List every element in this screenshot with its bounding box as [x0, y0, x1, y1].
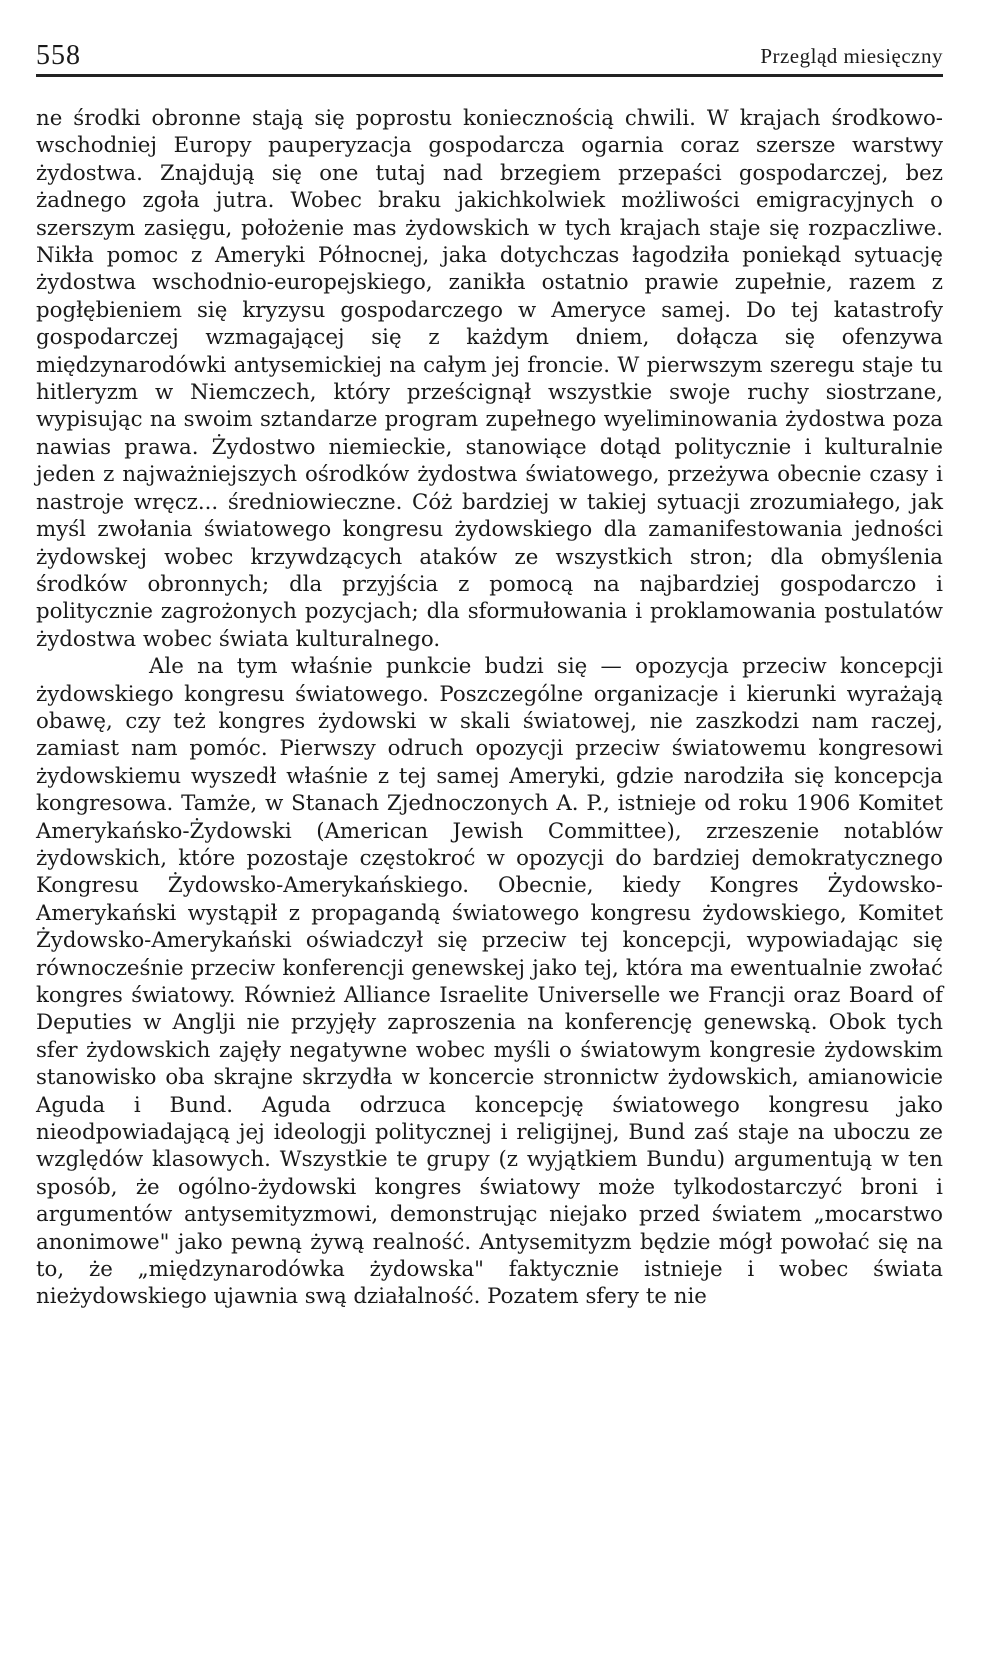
page-header: [36, 40, 943, 70]
page-number: 558: [36, 40, 81, 71]
paragraph-2: Ale na tym właśnie punkcie budzi się — opozycja przeciw koncepcji żydowskiego kongresu światowego. Poszczególne organizacje i kierunki wyrażają obawę, czy też kongres żydowski w skali światowej, nie zaszkodzi nam raczej, zamiast nam pomóc. Pierwszy odruch opozycji przeciw światowemu kongresowi żydowskiemu wyszedł właśnie z tej samej Ameryki, gdzie narodziła się koncepcja kongresowa. Tamże, w Stanach Zjednoczonych A. P., istnieje od roku 1906 Komitet Amerykańsko-Żydowski (American Jewish Committee), zrzeszenie notablów żydowskich, które pozostaje częstokroć w opozycji do bardziej demokratycznego Kongresu Żydowsko-Amerykańskiego. Obecnie, kiedy Kongres Żydowsko-Amerykański wystąpił z propagandą światowego kongresu żydowskiego, Komitet Żydowsko-Amerykański oświadczył się przeciw tej koncepcji, wypowiadając się równocześnie przeciw konferencji genewskej jako tej, która ma ewentualnie zwołać kongres światowy. Również Alliance Israelite Universelle we Francji oraz Board of Deputies w Anglji nie przyjęły zaproszenia na konferencję genewską. Obok tych sfer żydowskich zajęły negatywne wobec myśli o światowym kongresie żydowskim stanowisko oba skrajne skrzydła w koncercie stronnictw żydowskich, amianowicie Aguda i Bund. Aguda odrzuca koncepcję światowego kongresu jako nieodpowiadającą jej ideologji politycznej i religijnej, Bund zaś staje na uboczu ze względów klasowych. Wszystkie te grupy (z wyjątkiem Bundu) argumentują w ten sposób, że ogólno-żydowski kongres światowy może tylkodostarczyć broni i argumentów antysemityzmowi, demonstrując niejako przed światem „mocarstwo anonimowe" jako pewną żywą realność. Antysemityzm będzie mógł powołać się na to, że „międzynarodówka żydowska" faktycznie istnieje i wobec świata nieżydowskiego ujawnia swą działalność. Pozatem sfery te nie: [36, 654, 943, 1310]
body-text: [36, 105, 943, 1311]
running-title: Przegląd miesięczny: [760, 44, 943, 68]
header-rule: [36, 74, 943, 77]
paragraph-1: ne środki obronne stają się poprostu koniecznością chwili. W krajach środkowo-wschodniej Europy pauperyzacja gospodarcza ogarnia coraz szersze warstwy żydostwa. Znajdują się one tutaj nad brzegiem przepaści gospodarczej, bez żadnego zgoła jutra. Wobec braku jakichkolwiek możliwości emigracyjnych o szerszym zasięgu, położenie mas żydowskich w tych krajach staje się rozpaczliwe. Nikła pomoc z Ameryki Północnej, jaka dotychczas łagodziła poniekąd sytuację żydostwa wschodnio-europejskiego, zanikła ostatnio prawie zupełnie, razem z pogłębieniem się kryzysu gospodarczego w Ameryce samej. Do tej katastrofy gospodarczej wzmagającej się z każdym dniem, dołącza się ofenzywa międzynarodówki antysemickiej na całym jej froncie. W pierwszym szeregu staje tu hitleryzm w Niemczech, który prześcignął wszystkie swoje ruchy siostrzane, wypisując na swoim sztandarze program zupełnego wyeliminowania żydostwa poza nawias prawa. Żydostwo niemieckie, stanowiące dotąd politycznie i kulturalnie jeden z najważniejszych ośrodków żydostwa światowego, przeżywa obecnie czasy i nastroje wręcz... średniowieczne. Cóż bardziej w takiej sytuacji zrozumiałego, jak myśl zwołania światowego kongresu żydowskiego dla zamanifestowania jedności żydowskej wobec krzywdzących ataków ze wszystkich stron; dla obmyślenia środków obronnych; dla przyjścia z pomocą na najbardziej gospodarczo i politycznie zagrożonych pozycjach; dla sformułowania i proklamowania postulatów żydostwa wobec świata kulturalnego.: [36, 106, 943, 652]
